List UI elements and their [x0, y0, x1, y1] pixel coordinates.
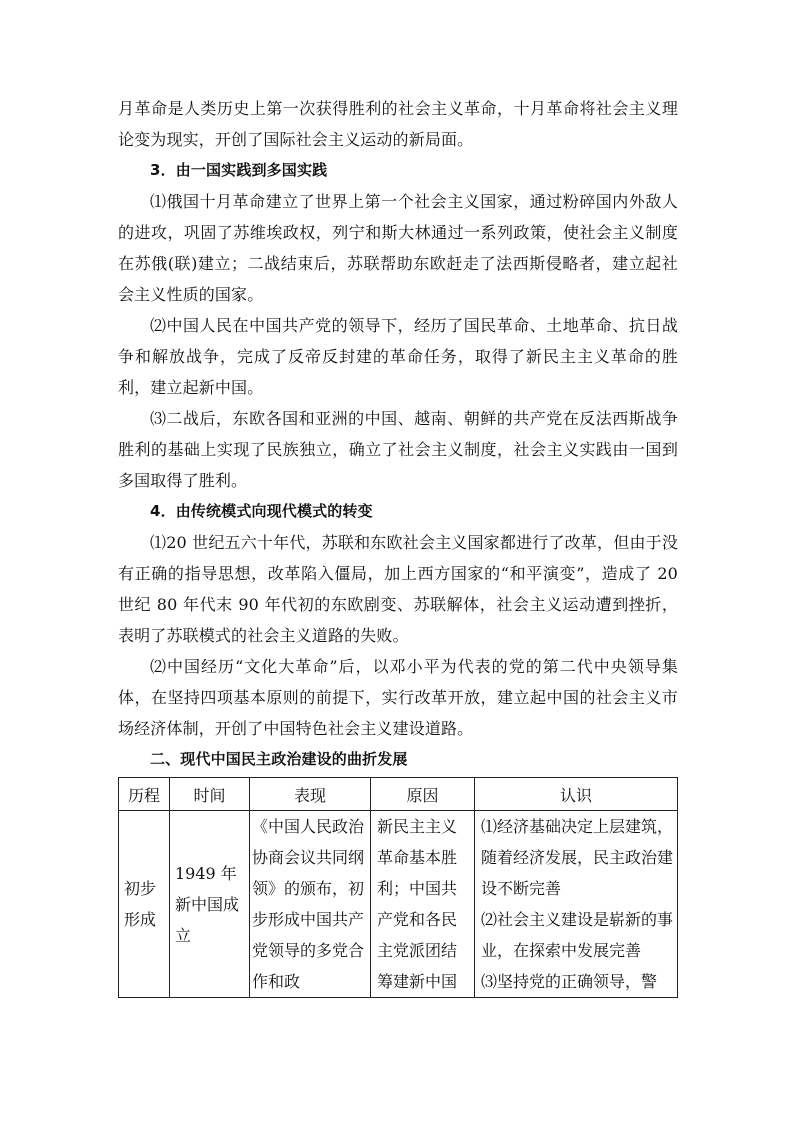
cell-understanding: ⑴经济基础决定上层建筑，随着经济发展，民主政治建设不断完善 ⑵社会主义建设是崭新的事业，在探索中发展完善 ⑶坚持党的正确领导，警 — [475, 811, 678, 998]
header-time: 时间 — [170, 778, 250, 811]
paragraph-4-1: ⑴20 世纪五六十年代，苏联和东欧社会主义国家都进行了改革，但由于没有正确的指导思想，改革陷入僵局，加上西方国家的“和平演变”，造成了 20 世纪 80 年代末 90 年代初的东欧剧变、苏联解体，社会主义运动遭到挫折，表明了苏联模式的社会主义道路的失败。 — [118, 533, 678, 645]
table-row — [119, 811, 678, 998]
paragraph-4-2: ⑵中国经历“文化大革命”后，以邓小平为代表的党的第二代中央领导集体，在坚持四项基本原则的前提下，实行改革开放，建立起中国的社会主义市场经济体制，开创了中国特色社会主义建设道路。 — [118, 657, 678, 738]
cell-time: 1949 年新中国成立 — [170, 811, 250, 998]
paragraph-3-1: ⑴俄国十月革命建立了世界上第一个社会主义国家，通过粉碎国内外敌人的进攻，巩固了苏维埃政权，列宁和斯大林通过一系列政策，使社会主义制度在苏俄(联)建立；二战结束后，苏联帮助东欧赶走了法西斯侵略者，建立起社会主义性质的国家。 — [118, 192, 678, 304]
header-stage: 历程 — [119, 778, 170, 811]
table-header-row — [119, 778, 678, 811]
header-reason: 原因 — [371, 778, 475, 811]
header-understanding: 认识 — [475, 778, 678, 811]
paragraph-3-3: ⑶二战后，东欧各国和亚洲的中国、越南、朝鲜的共产党在反法西斯战争胜利的基础上实现了民族独立，确立了社会主义制度，社会主义实践由一国到多国取得了胜利。 — [118, 409, 678, 490]
section-heading-4: 4．由传统模式向现代模式的转变 — [150, 502, 373, 520]
paragraph-continuation: 月革命是人类历史上第一次获得胜利的社会主义革命，十月革命将社会主义理论变为现实，开创了国际社会主义运动的新局面。 — [118, 99, 678, 149]
cell-stage: 初步形成 — [119, 811, 170, 998]
section-heading-two: 二、现代中国民主政治建设的曲折发展 — [150, 750, 408, 768]
header-manifestation: 表现 — [250, 778, 371, 811]
paragraph-3-2: ⑵中国人民在中国共产党的领导下，经历了国民革命、土地革命、抗日战争和解放战争，完成了反帝反封建的革命任务，取得了新民主主义革命的胜利，建立起新中国。 — [118, 316, 678, 397]
cell-reason: 新民主主义革命基本胜利；中国共产党和各民主党派团结筹建新中国 — [371, 811, 475, 998]
body-text — [118, 93, 678, 775]
cell-manifestation: 《中国人民政治协商会议共同纲领》的颁布，初步形成中国共产党领导的多党合作和政 — [250, 811, 371, 998]
development-table — [118, 777, 678, 998]
section-heading-3: 3．由一国实践到多国实践 — [150, 161, 328, 179]
